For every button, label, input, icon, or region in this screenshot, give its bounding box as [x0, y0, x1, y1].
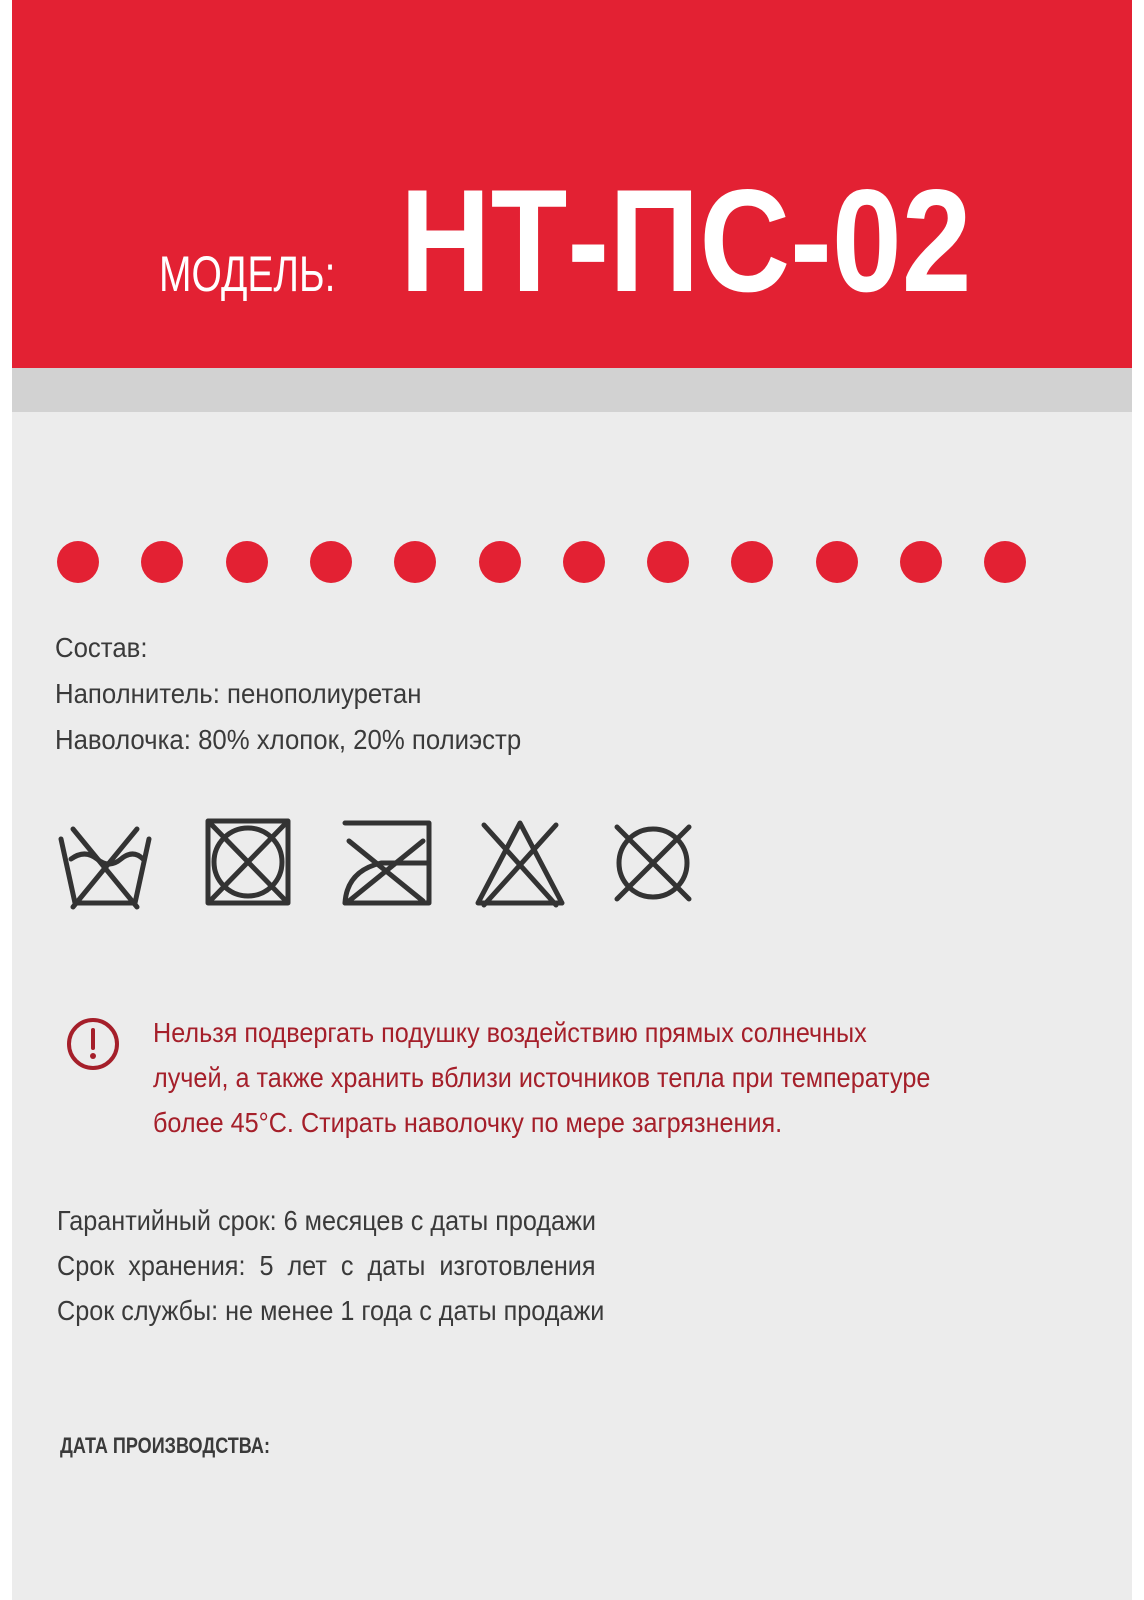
exclamation-circle-icon [65, 1016, 121, 1072]
composition-title: Состав: [55, 632, 148, 663]
production-date-label: ДАТА ПРОИЗВОДСТВА: [60, 1433, 270, 1458]
decor-dot [141, 541, 183, 583]
no-ironing-icon [337, 815, 437, 915]
decor-dot [394, 541, 436, 583]
care-symbols-row [55, 815, 705, 915]
warranty-term: Гарантийный срок: 6 месяцев с даты продажи [57, 1205, 597, 1236]
decor-dot [731, 541, 773, 583]
composition-cover: Наволочка: 80% хлопок, 20% полиэстр [55, 724, 522, 755]
no-bleach-icon [470, 815, 570, 915]
decor-dot [479, 541, 521, 583]
composition-filler: Наполнитель: пенополиуретан [55, 678, 422, 709]
terms-block [57, 1198, 665, 1333]
decor-dot [647, 541, 689, 583]
no-tumble-dry-icon [198, 815, 298, 915]
decor-dot [57, 541, 99, 583]
decor-dot [226, 541, 268, 583]
decor-dots-row [57, 541, 1057, 585]
warning-text [153, 1010, 1017, 1145]
storage-term: Срок хранения: 5 лет с даты изготовления [57, 1250, 596, 1281]
warning-line-3: более 45°С. Стирать наволочку по мере загрязнения. [153, 1107, 783, 1138]
decor-dot [563, 541, 605, 583]
no-dry-clean-icon [603, 815, 703, 915]
model-header [12, 0, 1132, 368]
decor-dot [900, 541, 942, 583]
composition-block [55, 625, 562, 763]
warning-line-1: Нельзя подвергать подушку воздействию прямых солнечных [153, 1017, 867, 1048]
header-stripe [12, 368, 1132, 412]
model-label: МОДЕЛЬ: [159, 246, 336, 302]
no-washing-icon [55, 815, 155, 915]
decor-dot [310, 541, 352, 583]
service-life-term: Срок службы: не менее 1 года с даты продажи [57, 1295, 605, 1326]
decor-dot [984, 541, 1026, 583]
label-sheet [12, 0, 1132, 1600]
warning-line-2: лучей, а также хранить вблизи источников тепла при температуре [153, 1062, 931, 1093]
model-code: НТ-ПС-02 [400, 159, 972, 322]
decor-dot [816, 541, 858, 583]
